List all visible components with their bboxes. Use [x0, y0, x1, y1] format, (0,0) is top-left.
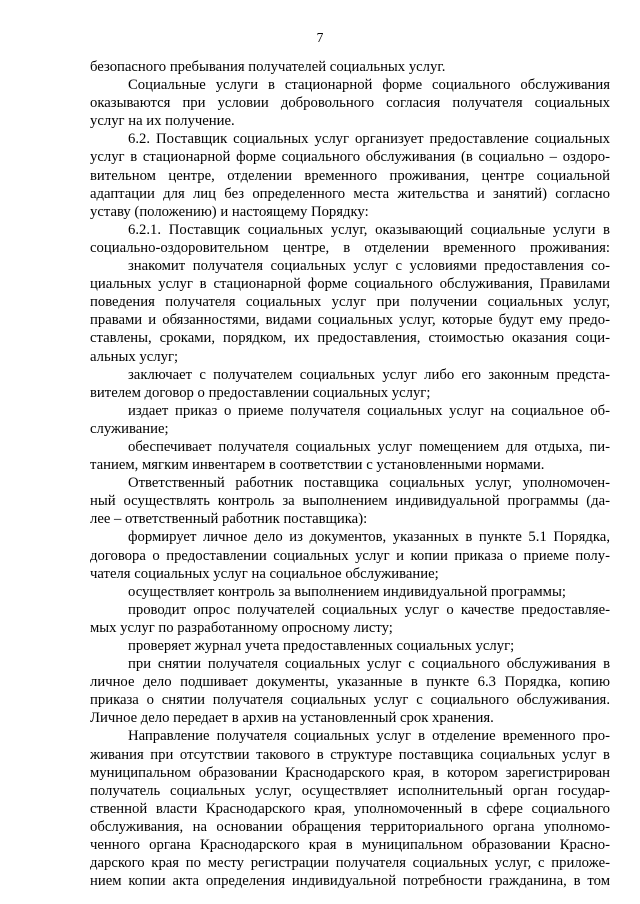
text-line: проверяет журнал учета предоставленных социальных услуг; [128, 638, 515, 654]
text-line: Социальные услуги в стационарной форме социального обслуживания [128, 77, 610, 94]
text-line: дарского края по месту регистрации получателя социальных услуг, с приложе- [90, 855, 610, 872]
text-line: безопасного пребывания получателей социальных услуг. [90, 59, 446, 75]
text-line: вительном центре, отделении временного проживания, центре социальной [90, 167, 610, 184]
text-line: муниципальном образовании Краснодарского края, в котором зарегистрирован [90, 764, 610, 781]
text-line: договора о предоставлении социальных услуг и копии приказа о приеме полу- [90, 547, 610, 564]
text-line: 6.2.1. Поставщик социальных услуг, оказывающий социальные услуги в [128, 221, 610, 238]
text-line: ченного органа Краснодарского края в муниципальном образовании Красно- [90, 837, 610, 854]
text-line: поведения получателя социальных услуг при получении социальных услуг, [90, 294, 610, 311]
text-line: мых услуг по разработанному опросному листу; [90, 619, 393, 636]
text-line: знакомит получателя социальных услуг с условиями предоставления со- [128, 258, 610, 275]
text-line: уставу (положению) и настоящему Порядку: [90, 203, 369, 220]
text-line: проводит опрос получателей социальных услуг о качестве предоставляе- [128, 601, 610, 618]
text-line: ставлены, сроками, порядком, их предоставления, стоимостью оказания соци- [90, 330, 610, 347]
text-line: формирует личное дело из документов, указанных в пункте 5.1 Порядка, [128, 529, 610, 546]
text-line: социально-оздоровительном центре, в отделении временного проживания: [90, 239, 610, 256]
text-line: приказа о снятии получателя социальных услуг с социального обслуживания. [90, 692, 610, 709]
document-body [90, 58, 610, 890]
text-line: Личное дело передает в архив на установленный срок хранения. [90, 710, 494, 727]
text-line: танием, мягким инвентарем в соответствии с установленными нормами. [90, 457, 545, 474]
text-line: нием копии акта определения индивидуальной потребности гражданина, в том [90, 873, 610, 890]
text-line: живания при отсутствии такового в структуре поставщика социальных услуг в [90, 746, 610, 763]
text-line: ный осуществлять контроль за выполнением индивидуальной программы (да- [90, 493, 610, 510]
text-line: получатель социальных услуг, осуществляет исполнительный орган государ- [90, 782, 610, 799]
text-line: обеспечивает получателя социальных услуг помещением для отдыха, пи- [128, 438, 610, 455]
text-line: Ответственный работник поставщика социальных услуг, уполномочен- [128, 475, 610, 492]
text-line: личное дело подшивает документы, указанные в пункте 6.3 Порядка, копию [90, 674, 610, 691]
text-line: 6.2. Поставщик социальных услуг организует предоставление социальных [128, 131, 610, 148]
text-line: правами и обязанностями, видами социальных услуг, которые будут ему предо- [90, 312, 610, 329]
text-line: чателя социальных услуг на социальное обслуживание; [90, 565, 439, 582]
page-number: 7 [316, 30, 324, 45]
text-line: услуг на их получение. [90, 113, 235, 130]
text-line: вителем договор о предоставлении социальных услуг; [90, 384, 431, 401]
text-line: при снятии получателя социальных услуг с социального обслуживания в [128, 656, 610, 673]
text-line: ственной власти Краснодарского края, уполномоченный в сфере социального [90, 800, 610, 817]
text-line: служивание; [90, 420, 169, 437]
text-line: альных услуг; [90, 348, 179, 365]
text-line: адаптации для лиц без определенного места жительства и занятий) согласно [90, 185, 610, 202]
text-line: издает приказ о приеме получателя социальных услуг на социальное об- [128, 402, 610, 419]
text-line: услуг в стационарной форме социального обслуживания (в социально – оздоро- [90, 149, 610, 166]
text-line: осуществляет контроль за выполнением индивидуальной программы; [128, 583, 566, 600]
text-line: циальных услуг в стационарной форме социального обслуживания, Правилами [90, 276, 610, 293]
text-line: обслуживания, на основании обращения территориального органа уполномо- [90, 818, 610, 835]
text-line: лее – ответственный работник поставщика): [90, 511, 368, 528]
text-line: Направление получателя социальных услуг в отделение временного про- [128, 728, 610, 745]
text-line: оказываются при условии добровольного согласия получателя социальных [90, 95, 610, 112]
text-line: заключает с получателем социальных услуг либо его законным предста- [128, 366, 610, 383]
